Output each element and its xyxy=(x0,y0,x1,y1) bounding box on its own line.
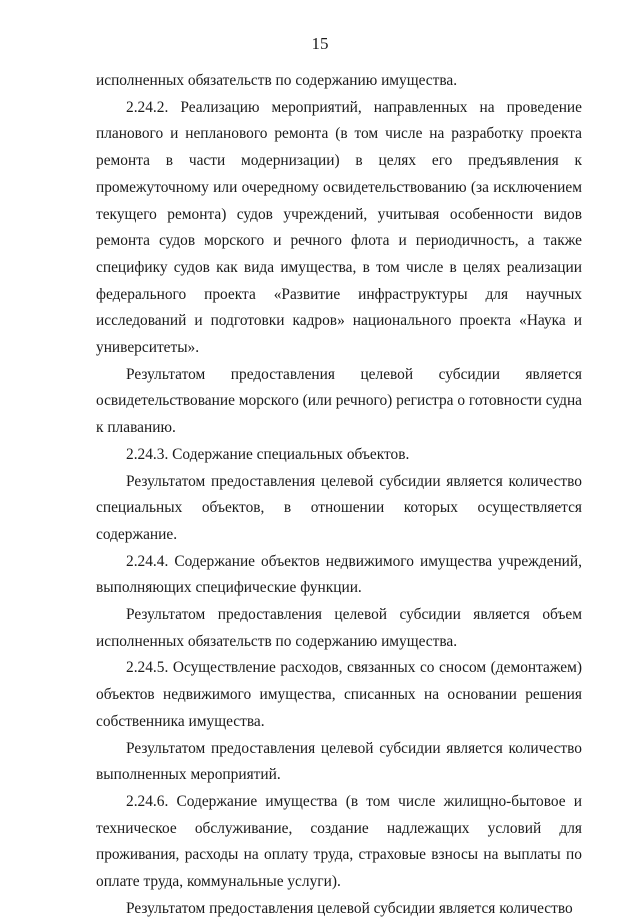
paragraph: исполненных обязательств по содержанию имущества. xyxy=(96,72,458,89)
paragraph: 2.24.4. Содержание объектов недвижимого имущества учреждений, выполняющих специфические функции. xyxy=(96,552,582,597)
paragraph: 2.24.5. Осуществление расходов, связанных со сносом (демонтажем) объектов недвижимого имущества, списанных на основании решения собственника имущества. xyxy=(96,659,582,730)
paragraph: Результатом предоставления целевой субсидии является количество xyxy=(126,899,573,917)
paragraph: Результатом предоставления целевой субсидии является освидетельствование морского (или речного) регистра о готовности судна к плаванию. xyxy=(96,365,583,437)
paragraph: Результатом предоставления целевой субсидии является объем исполненных обязательств по содержанию имущества. xyxy=(96,606,582,650)
paragraph: 2.24.6. Содержание имущества (в том числе жилищно-бытовое и техническое обслуживание, создание надлежащих условий для проживания, расходы на оплату труда, страховые взносы на выплаты по оплате труда, коммунальные услуги). xyxy=(96,792,582,891)
paragraph: Результатом предоставления целевой субсидии является количество специальных объектов, в отношении которых осуществляется содержание. xyxy=(96,472,582,543)
page-number: 15 xyxy=(311,34,329,53)
document-body xyxy=(96,68,582,923)
paragraph: Результатом предоставления целевой субсидии является количество выполненных мероприятий. xyxy=(96,739,582,784)
paragraph: 2.24.3. Содержание специальных объектов. xyxy=(126,445,410,463)
paragraph: 2.24.2. Реализацию мероприятий, направленных на проведение планового и непланового ремонта (в том числе на разработку проекта ремонта в части модернизации) в целях его предъявления к промежуточному или очередному освидетельствованию (за исключением текущего ремонта) судов учреждений, учитывая особенности видов ремонта судов морского и речного флота и периодичность, а также специфику судов как вида имущества, в том числе в целях реализации федерального проекта «Развитие инфраструктуры для научных исследований и подготовки кадров» национального проекта «Наука и университеты». xyxy=(96,98,582,357)
